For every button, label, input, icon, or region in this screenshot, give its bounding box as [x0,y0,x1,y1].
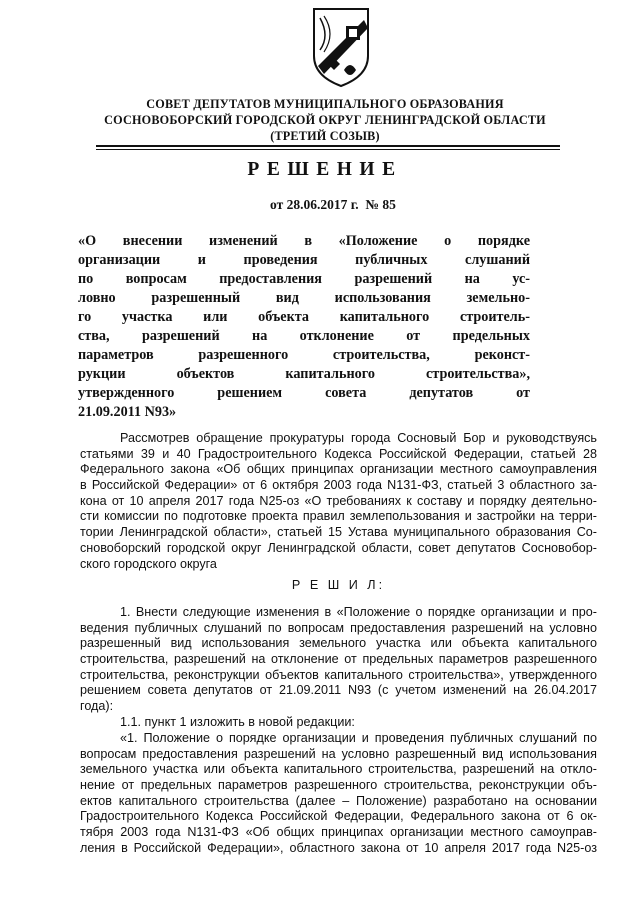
paragraph-line: сновоборский городской округ Ленинградской области, совет депутатов Сосновобор- [80,540,597,555]
paragraph-line: земельного участка или объекта капитального строительства, разрешений на откло- [80,762,597,777]
header-divider-thin [96,149,560,150]
paragraph-line: Федерального закона «Об общих принципах организации местного самоуправления [80,462,597,477]
paragraph-line: решением совета депутатов от 21.09.2011 N93 (с учетом изменений на 26.04.2017 [80,683,597,698]
subject-line: «О внесении изменений в «Положение о порядке [78,233,530,249]
resolved-heading: Р Е Ш И Л: [291,578,386,592]
subject-line: организации и проведения публичных слушаний [78,252,530,268]
paragraph-line: в Российской Федерации» от 6 октября 2003 года N131-ФЗ, статьей 3 областного за- [80,478,597,493]
council-name-line-1: СОВЕТ ДЕПУТАТОВ МУНИЦИПАЛЬНОГО ОБРАЗОВАНИЯ [146,97,504,111]
item-1-1-paragraph [80,715,597,731]
subject-line: рукции объектов капитального строительства», [78,366,530,382]
paragraph-line: Градостроительного Кодекса Российской Федерации, Федерального закона от 6 ок- [80,809,597,824]
paragraph-line: статьями 39 и 40 Градостроительного Кодекса Российской Федерации, статьей 28 [80,446,597,461]
preamble-paragraph [80,431,597,572]
paragraph-line: строительства, реконструкции объектов капитального строительства», утвержденного [80,667,597,682]
council-name-line-2: СОСНОВОБОРСКИЙ ГОРОДСКОЙ ОКРУГ ЛЕНИНГРАДСКОЙ ОБЛАСТИ [104,113,546,127]
paragraph-line: ского городского округа [80,556,217,571]
decision-date-number: от 28.06.2017 г. № 85 [270,197,396,212]
document-title: РЕШЕНИЕ [247,159,403,180]
subject-line: параметров разрешенного строительства, реконст- [78,347,530,363]
coat-of-arms-icon [310,6,372,88]
paragraph-line: 1. Внести следующие изменения в «Положение о порядке организации и про- [120,605,597,619]
paragraph-line: строительства, разрешений на отклонение от предельных параметров разрешенного [80,652,597,667]
paragraph-line: тября 2003 года N131-ФЗ «Об общих принципах организации местного самоуправ- [80,825,597,840]
paragraph-line: тории Ленинградской области», статьей 15 Устава муниципального образования Со- [80,525,597,540]
paragraph-line: ектов капитального строительства (далее – Положение) разработано на основании [80,793,597,808]
subject-line: ства, разрешений на отклонение от предельных [78,328,530,344]
subject-line: по вопросам предоставления разрешений на ус- [78,271,530,287]
paragraph-line: сти комиссии по подготовке проекта правил землепользования и застройки на терри- [80,509,597,524]
decision-subject [78,232,530,422]
paragraph-line: вопросам предоставления разрешений на условно разрешенный вид использования [80,746,597,761]
subject-line: 21.09.2011 N93» [78,404,177,420]
subject-line: утвержденного решением совета депутатов от [78,385,530,401]
convocation-label: (ТРЕТИЙ СОЗЫВ) [270,129,380,143]
paragraph-line: года): [80,699,114,714]
paragraph-line: 1.1. пункт 1 изложить в новой редакции: [120,715,355,729]
paragraph-line: разрешенный вид использования земельного участка или объекта капитального [80,636,597,651]
subject-line: го участка или объекта капитального строитель- [78,309,530,325]
subject-line: ловно разрешенный вид использования земельно- [78,290,530,306]
paragraph-line: нение от предельных параметров разрешенного строительства, реконструкции объ- [80,778,597,793]
quoted-new-text-paragraph [80,731,597,857]
paragraph-line: ведения публичных слушаний по вопросам предоставления разрешений на условно [80,620,597,635]
paragraph-line: Рассмотрев обращение прокуратуры города Сосновый Бор и руководствуясь [120,431,597,445]
paragraph-line: «1. Положение о порядке организации и проведения публичных слушаний по [120,731,597,745]
paragraph-line: кона от 10 апреля 2017 года N25-оз «О требованиях к составу и порядку деятельно- [80,493,597,508]
item-1-paragraph [80,605,597,715]
paragraph-line: ления в Российской Федерации», областного закона от 10 апреля 2017 года N25-оз [80,840,597,855]
header-divider-thick [96,145,560,147]
